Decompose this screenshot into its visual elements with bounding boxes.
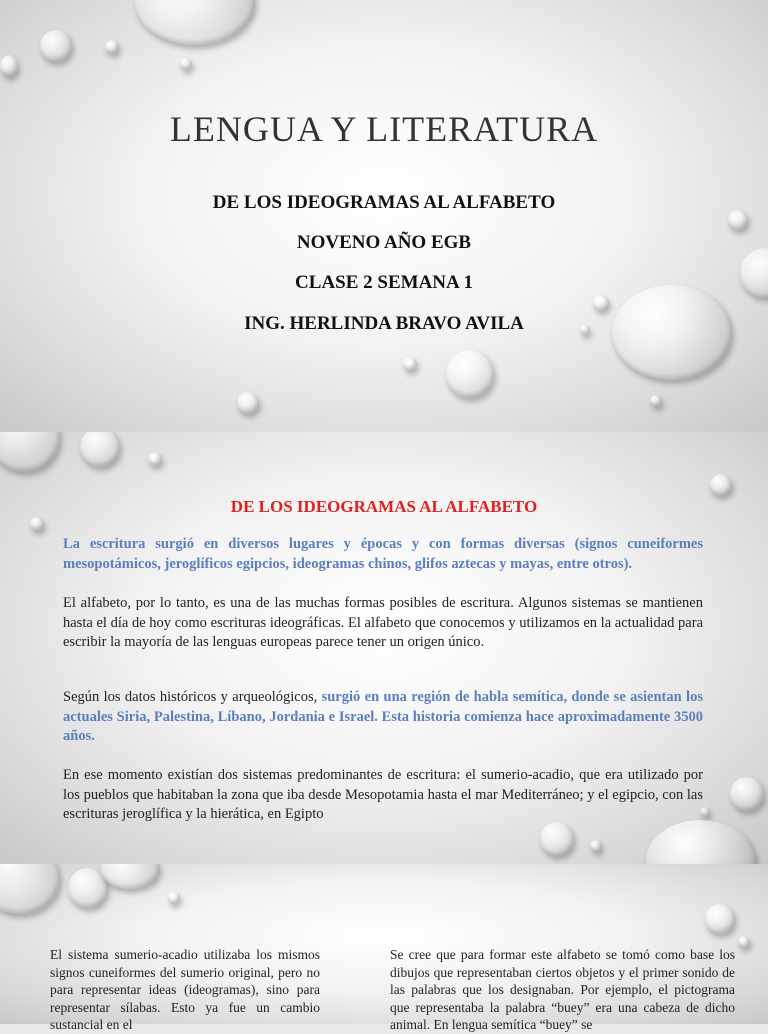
water-drop: [0, 55, 18, 77]
paragraph-3-intro: Según los datos históricos y arqueológicos,: [63, 689, 322, 705]
water-drop: [590, 840, 602, 852]
water-drop: [710, 474, 732, 496]
paragraph-2: El alfabeto, por lo tanto, es una de las muchas formas posibles de escritura. Algunos sistemas se mantienen hasta el día de hoy como escrituras ideográficas. El alfabeto que conocemos y utilizamos en la actualidad para escribir la mayoría de las lenguas europeas parece tener un origen único.: [63, 595, 703, 650]
water-drop: [0, 432, 60, 472]
water-drop: [40, 30, 72, 62]
water-drop: [105, 40, 119, 54]
water-drop: [30, 517, 44, 531]
water-drop: [237, 392, 259, 414]
water-drop: [650, 395, 662, 407]
paragraph-3: [63, 688, 703, 747]
section-title: DE LOS IDEOGRAMAS AL ALFABETO: [230, 497, 538, 516]
paragraph-4: En ese momento existían dos sistemas predominantes de escritura: el sumerio-acadio, que era utilizado por los pueblos que habitaban la zona que iba desde Mesopotamia hasta el mar Mediterráneo; y el egipcio, con las escrituras jeroglífica y la hierática, en Egipto: [63, 767, 703, 822]
water-drop: [593, 295, 609, 311]
paragraph-3-highlight: surgió en una región de habla semítica, donde se asientan los actuales Siria, Palestina, Líbano, Jordania e Israel. Esta historia comienza hace aproximadamente 3500 años.: [63, 689, 703, 744]
water-drop: [168, 892, 180, 904]
water-drop: [80, 432, 120, 467]
column-right-text: Se cree que para formar este alfabeto se tomó como base los dibujos que representaban ciertos objetos y el primer sonido de las palabras que los designaban. Por ejemplo, el pictograma que representaba la palabra “buey” era una cabeza de dicho animal. En lengua semítica “buey” se: [390, 947, 735, 1032]
subtitle-class: CLASE 2 SEMANA 1: [295, 272, 473, 293]
paragraph-1: La escritura surgió en diversos lugares y épocas y con formas diversas (signos cuneiformes mesopotámicos, jeroglíficos egipcios, ideogramas chinos, glifos aztecas y mayas, entre otros).: [63, 536, 703, 572]
title-slide: [0, 0, 768, 432]
water-drop: [403, 357, 417, 371]
water-drop: [180, 58, 192, 70]
subtitle-topic: DE LOS IDEOGRAMAS AL ALFABETO: [212, 192, 556, 213]
water-drop: [730, 777, 764, 811]
water-drop: [540, 822, 574, 856]
column-left-text: El sistema sumerio-acadio utilizaba los mismos signos cuneiformes del sumerio original, pero no para representar ideas (ideogramas), sino para representar sílabas. Esto ya fue un cambio sustancial en el: [50, 947, 320, 1032]
water-drop: [135, 0, 255, 45]
water-drop: [0, 864, 60, 914]
water-drop: [446, 350, 494, 398]
water-drop: [738, 936, 750, 948]
slide-title: LENGUA Y LITERATURA: [169, 109, 599, 149]
subtitle-teacher: ING. HERLINDA BRAVO AVILA: [244, 313, 524, 334]
water-drop: [646, 820, 756, 864]
water-drop: [705, 904, 735, 934]
subtitle-grade: NOVENO AÑO EGB: [296, 232, 472, 253]
water-drop: [148, 452, 162, 466]
water-drop: [100, 864, 160, 889]
